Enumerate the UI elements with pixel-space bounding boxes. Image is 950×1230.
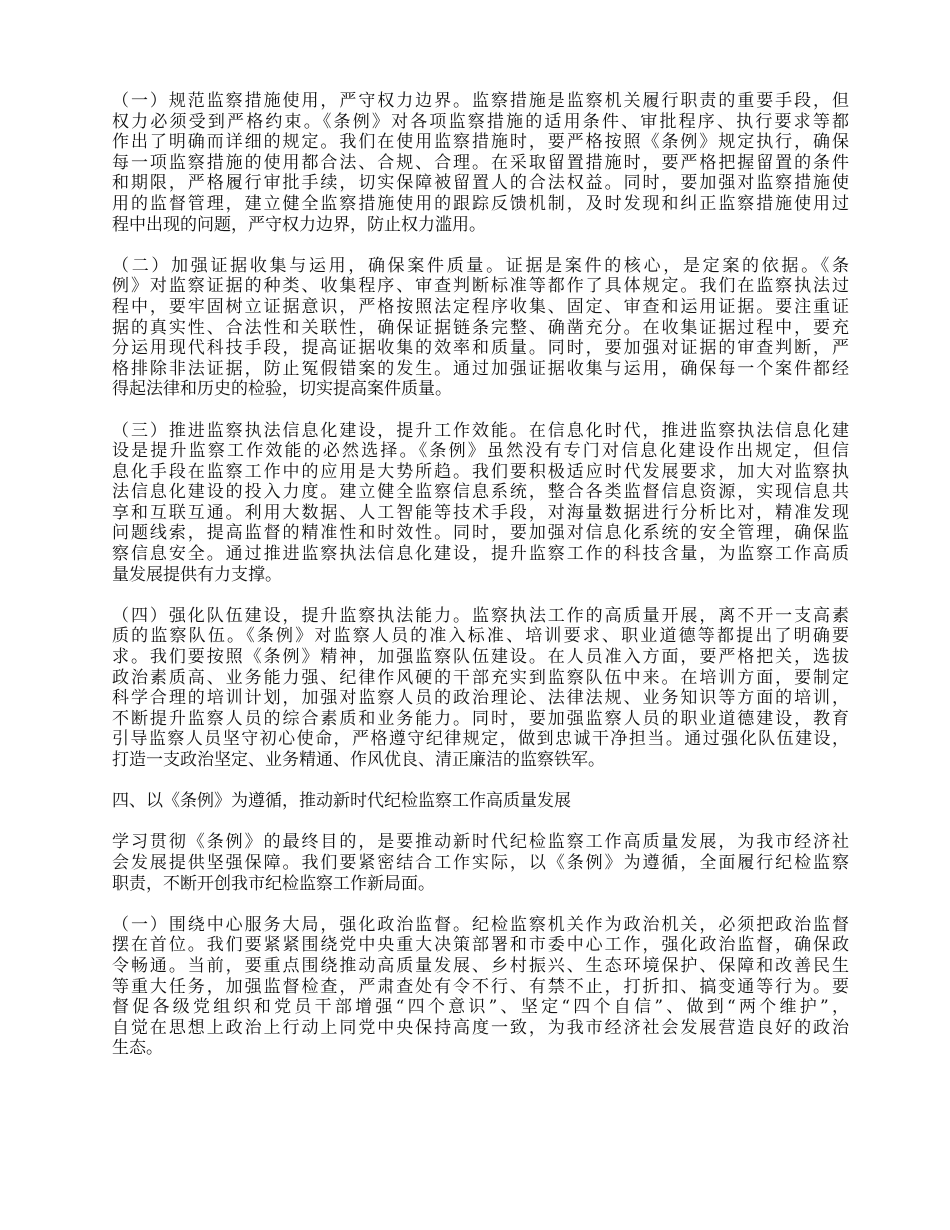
text-line: （一）规范监察措施使用，严守权力边界。监察措施是监察机关履行职责的重要手段，但 [112, 91, 849, 111]
text-line: 程中，要牢固树立证据意识，严格按照法定程序收集、固定、审查和运用证据。要注重证 [112, 296, 849, 317]
text-line: 设是提升监察工作效能的必然选择。《条例》虽然没有专门对信息化建设作出规定，但信 [112, 441, 849, 462]
text-line: 量发展提供有力支撑。 [112, 564, 282, 585]
text-line: 用的监督管理，建立健全监察措施使用的跟踪反馈机制，及时发现和纠正监察措施使用过 [112, 193, 849, 214]
text-line: 等重大任务，加强监督检查，严肃查处有令不行、有禁不止，打折扣、搞变通等行为。要 [112, 976, 849, 997]
text-line: （三）推进监察执法信息化建设，提升工作效能。在信息化时代，推进监察执法信息化建 [112, 420, 849, 441]
paragraph [112, 606, 849, 771]
text-line: 督促各级党组织和党员干部增强“四个意识”、坚定“四个自信”、做到“两个维护”， [112, 997, 849, 1018]
text-line: 政治素质高、业务能力强、纪律作风硬的干部充实到监察队伍中来。在培训方面，要制定 [112, 667, 849, 688]
document-body [112, 91, 849, 1080]
text-line: 程中出现的问题，严守权力边界，防止权力滥用。 [112, 214, 486, 235]
text-line: 分运用现代科技手段，提高证据收集的效率和质量。同时，要加强对证据的审查判断，严 [112, 338, 849, 359]
text-line: （二）加强证据收集与运用，确保案件质量。证据是案件的核心，是定案的依据。《条 [112, 255, 849, 276]
text-line: 据的真实性、合法性和关联性，确保证据链条完整、确凿充分。在收集证据过程中，要充 [112, 317, 849, 338]
text-line: 和期限，严格履行审批手续，切实保障被留置人的合法权益。同时，要加强对监察措施使 [112, 173, 849, 194]
text-line: 四、以《条例》为遵循，推动新时代纪检监察工作高质量发展 [112, 791, 571, 812]
text-line: 自觉在思想上政治上行动上同党中央保持高度一致，为我市经济社会发展营造良好的政治 [112, 1017, 849, 1038]
text-line: 法信息化建设的投入力度。建立健全监察信息系统，整合各类监督信息资源，实现信息共 [112, 482, 849, 503]
text-line: 不断提升监察人员的综合素质和业务能力。同时，要加强监察人员的职业道德建设，教育 [112, 708, 849, 729]
text-line: 令畅通。当前，要重点围绕推动高质量发展、乡村振兴、生态环境保护、保障和改善民生 [112, 955, 849, 976]
paragraph [112, 832, 849, 894]
text-line: 求。我们要按照《条例》精神，加强监察队伍建设。在人员准入方面，要严格把关，选拔 [112, 647, 849, 668]
text-line: 权力必须受到严格约束。《条例》对各项监察措施的适用条件、审批程序、执行要求等都 [112, 111, 849, 132]
text-line: （一）围绕中心服务大局，强化政治监督。纪检监察机关作为政治机关，必须把政治监督 [112, 914, 849, 935]
text-line: 每一项监察措施的使用都合法、合规、合理。在采取留置措施时，要严格把握留置的条件 [112, 152, 849, 173]
text-line: 科学合理的培训计划，加强对监察人员的政治理论、法律法规、业务知识等方面的培训， [112, 688, 849, 709]
text-line: 生态。 [112, 1038, 163, 1059]
text-line: 引导监察人员坚守初心使命，严格遵守纪律规定，做到忠诚干净担当。通过强化队伍建设， [112, 729, 849, 750]
text-line: 息化手段在监察工作中的应用是大势所趋。我们要积极适应时代发展要求，加大对监察执 [112, 461, 849, 482]
text-line: 职责，不断开创我市纪检监察工作新局面。 [112, 873, 435, 894]
text-line: 作出了明确而详细的规定。我们在使用监察措施时，要严格按照《条例》规定执行，确保 [112, 132, 849, 153]
text-line: 例》对监察证据的种类、收集程序、审查判断标准等都作了具体规定。我们在监察执法过 [112, 276, 849, 297]
text-line: 得起法律和历史的检验，切实提高案件质量。 [112, 379, 452, 400]
paragraph [112, 256, 849, 400]
text-line: 会发展提供坚强保障。我们要紧密结合工作实际，以《条例》为遵循，全面履行纪检监察 [112, 852, 849, 873]
text-line: 质的监察队伍。《条例》对监察人员的准入标准、培训要求、职业道德等都提出了明确要 [112, 626, 849, 647]
text-line: 摆在首位。我们要紧紧围绕党中央重大决策部署和市委中心工作，强化政治监督，确保政 [112, 935, 849, 956]
text-line: 学习贯彻《条例》的最终目的，是要推动新时代纪检监察工作高质量发展，为我市经济社 [112, 832, 849, 853]
paragraph [112, 91, 849, 235]
text-line: 享和互联互通。利用大数据、人工智能等技术手段，对海量数据进行分析比对，精准发现 [112, 502, 849, 523]
text-line: 打造一支政治坚定、业务精通、作风优良、清正廉洁的监察铁军。 [112, 750, 605, 770]
section-heading [112, 791, 849, 812]
text-line: 格排除非法证据，防止冤假错案的发生。通过加强证据收集与运用，确保每一个案件都经 [112, 358, 849, 379]
text-line: 察信息安全。通过推进监察执法信息化建设，提升监察工作的科技含量，为监察工作高质 [112, 544, 849, 565]
paragraph [112, 915, 849, 1059]
paragraph [112, 421, 849, 586]
text-line: 问题线索，提高监督的精准性和时效性。同时，要加强对信息化系统的安全管理，确保监 [112, 523, 849, 544]
text-line: （四）强化队伍建设，提升监察执法能力。监察执法工作的高质量开展，离不开一支高素 [112, 605, 849, 626]
